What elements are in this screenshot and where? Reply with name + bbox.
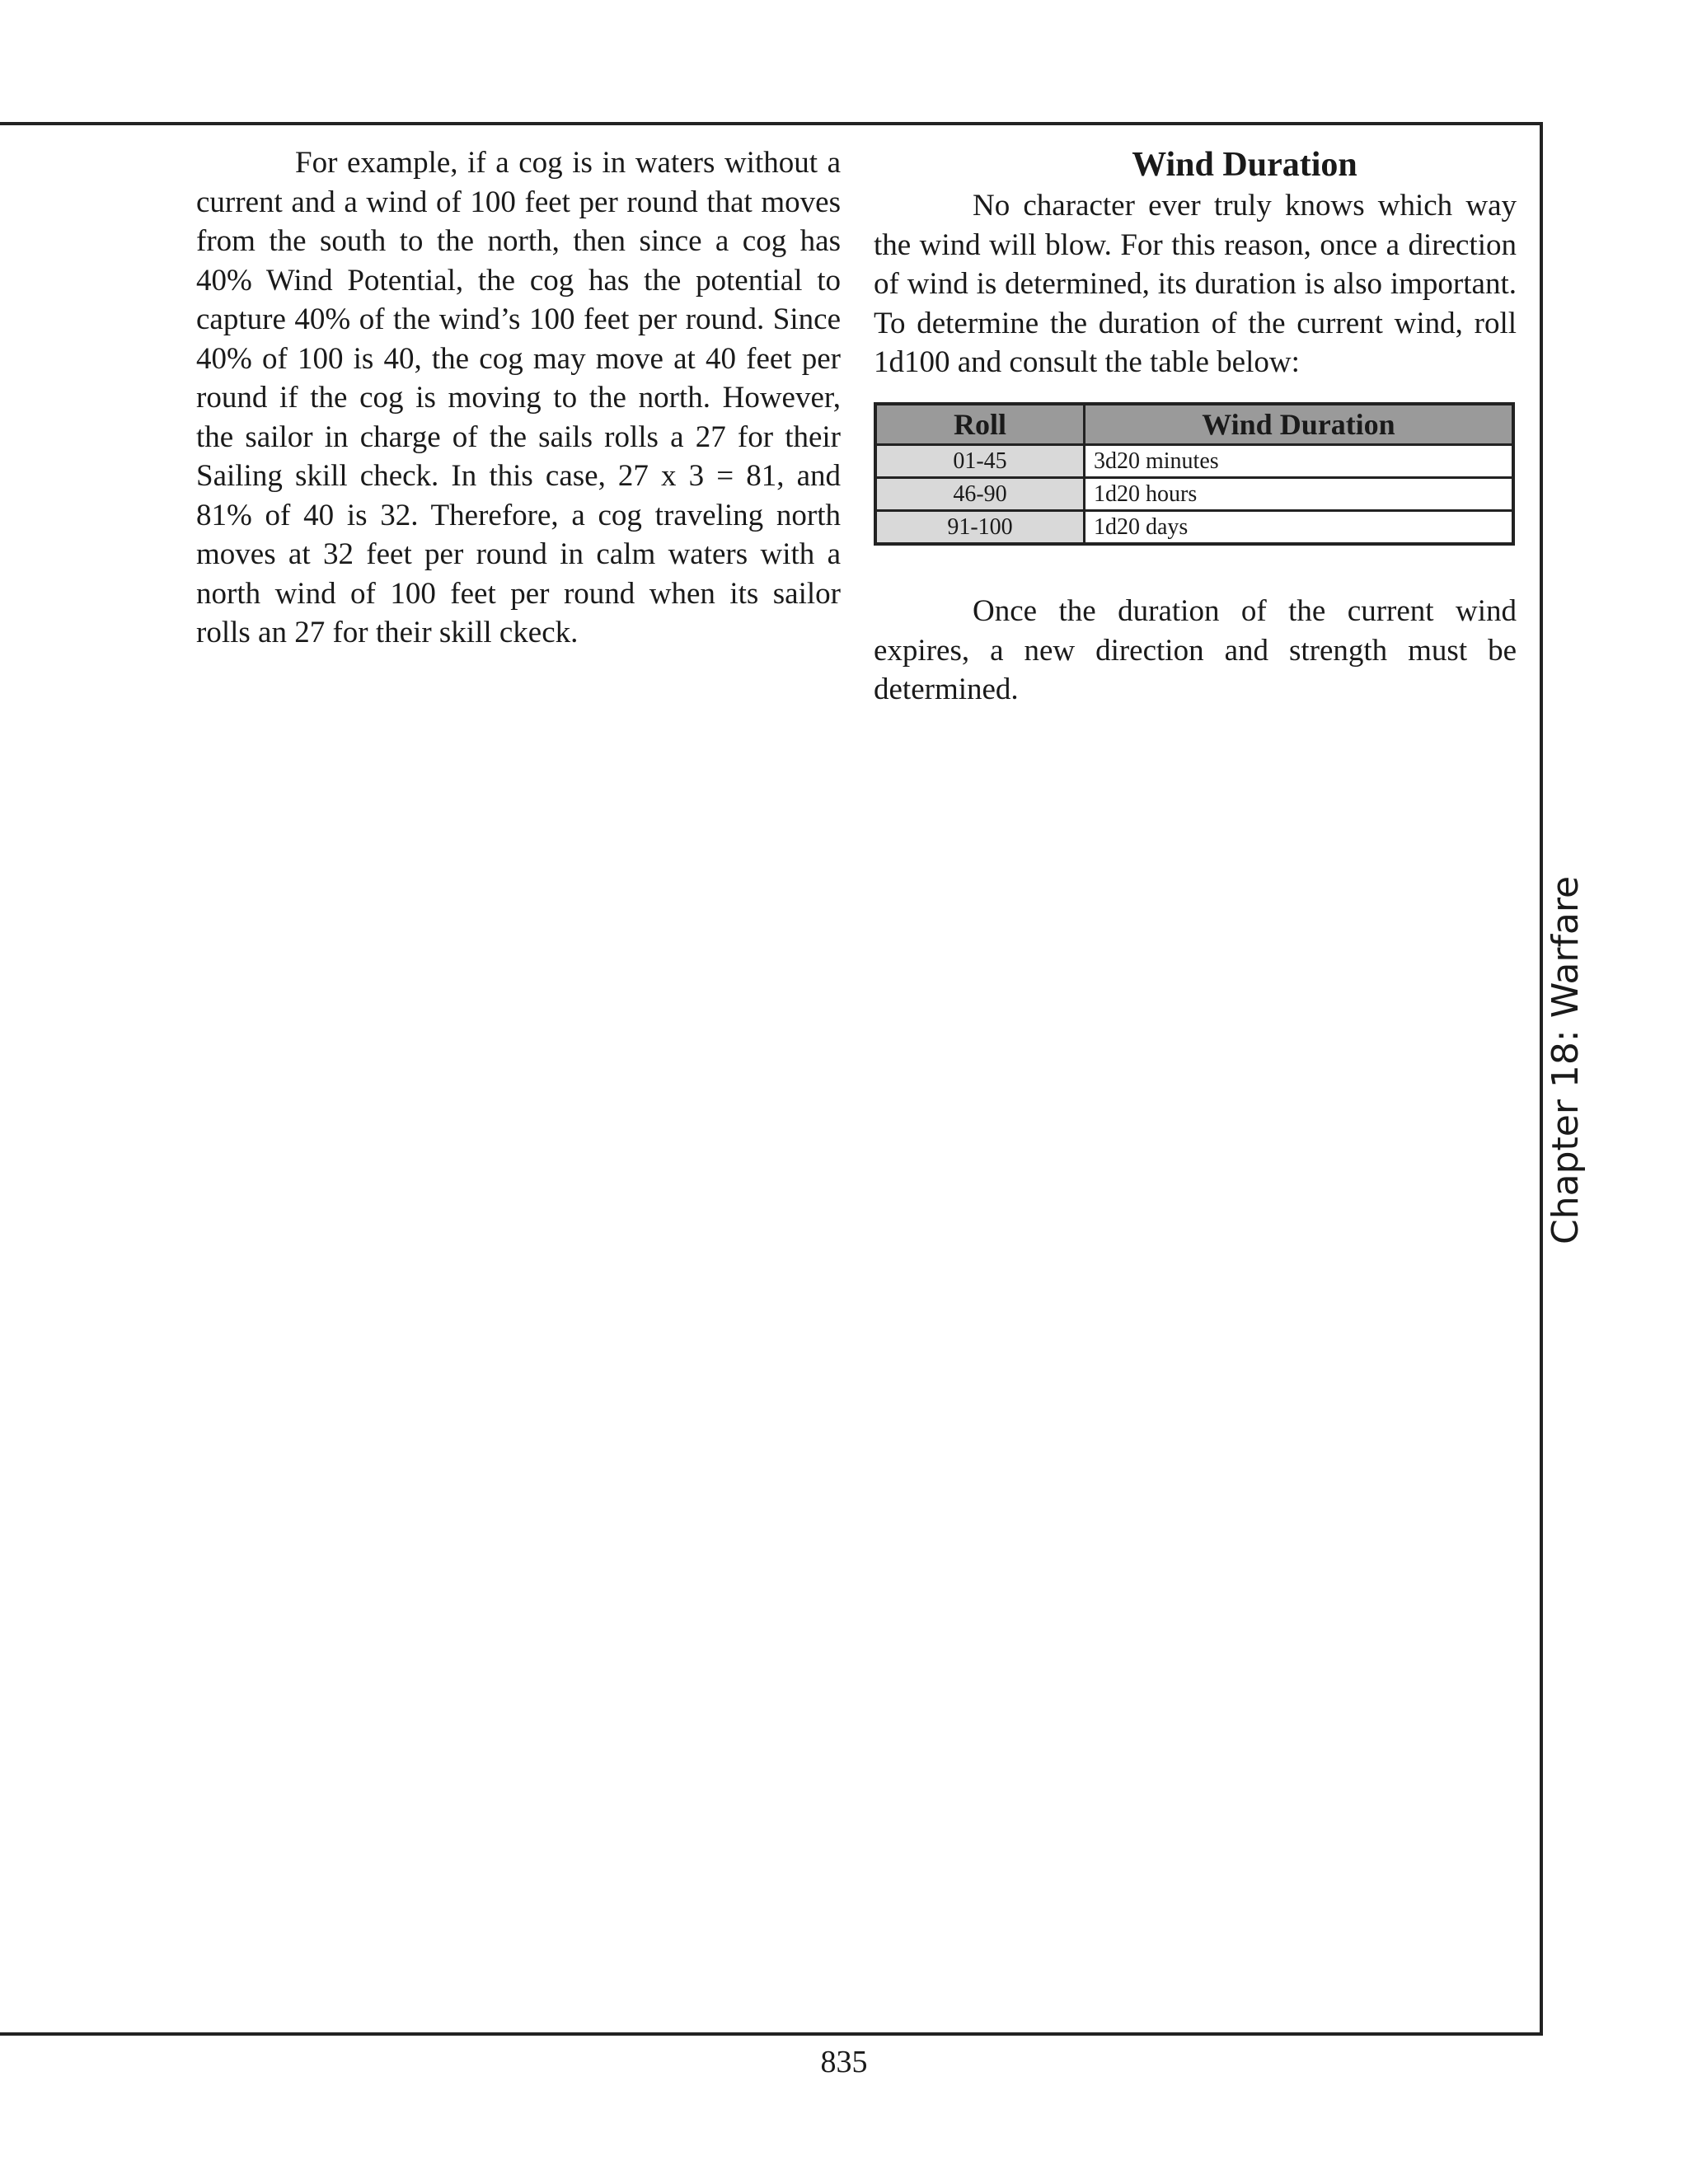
section-heading: Wind Duration (1132, 146, 1357, 184)
closing-column (874, 592, 1517, 710)
example-paragraph: For example, if a cog is in waters without a current and a wind of 100 feet per round that moves from the south to the north, then since a cog has 40% Wind Potential, the cog has the potential to capture 40% of the wind’s 100 feet per round. Since 40% of 100 is 40, the cog may move at 40 feet per round if the cog is moving to the north. However, the sailor in charge of the sails rolls a 27 for their Sailing skill check. In this case, 27 x 3 = 81, and 81% of 40 is 32. Therefore, a cog traveling north moves at 32 feet per round in calm waters with a north wind of 100 feet per round when its sailor rolls an 27 for their skill ckeck. (196, 146, 841, 649)
duration-cell: 1d20 days (1085, 511, 1514, 545)
table-row (875, 511, 1513, 545)
chapter-side-label: Chapter 18: Warfare (1545, 875, 1587, 1244)
roll-cell: 46-90 (875, 478, 1085, 511)
table-row (875, 445, 1513, 478)
roll-cell: 01-45 (875, 445, 1085, 478)
right-column (874, 143, 1517, 382)
duration-cell: 3d20 minutes (1085, 445, 1514, 478)
roll-cell: 91-100 (875, 511, 1085, 545)
wind-duration-table (874, 402, 1515, 546)
header-wind-duration: Wind Duration (1085, 404, 1514, 445)
duration-cell: 1d20 hours (1085, 478, 1514, 511)
page-number: 835 (820, 2045, 868, 2079)
header-roll: Roll (875, 404, 1085, 445)
table-header-row (875, 404, 1513, 445)
intro-paragraph: No character ever truly knows which way the wind will blow. For this reason, once a direction of wind is determined, its duration is also important. To determine the duration of the current wind, roll 1d100 and consult the table below: (874, 189, 1517, 379)
closing-paragraph: Once the duration of the current wind expires, a new direction and strength must be determined. (874, 594, 1517, 706)
table-row (875, 478, 1513, 511)
left-column (196, 143, 841, 653)
